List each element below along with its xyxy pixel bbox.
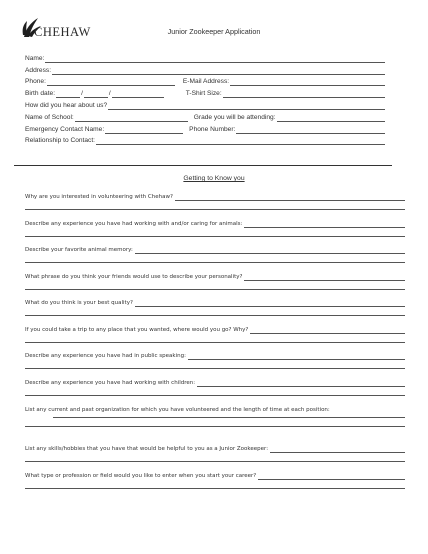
section-divider	[14, 165, 392, 166]
question-text: What type or profession or field would you like to enter when you start your career?	[25, 473, 257, 479]
question-item	[25, 352, 405, 369]
tshirt-size-label: T-Shirt Size:	[185, 90, 222, 98]
name-row	[25, 51, 385, 63]
hear-about-label: How did you hear about us?	[25, 101, 108, 109]
emergency-contact-label: Emergency Contact Name:	[25, 125, 105, 133]
address-field[interactable]	[52, 68, 385, 75]
question-item	[25, 445, 405, 462]
emergency-contact-field[interactable]	[105, 127, 183, 134]
birth-day-field[interactable]	[84, 91, 108, 98]
relationship-field[interactable]	[96, 138, 385, 145]
name-label: Name:	[25, 54, 45, 62]
question-text: List any skills/hobbies that you have that would be helpful to you as a Junior Zookeeper:	[25, 446, 269, 452]
question-item	[25, 246, 405, 263]
answer-line[interactable]	[25, 453, 405, 462]
emergency-row	[25, 122, 385, 134]
answer-field[interactable]	[188, 354, 405, 360]
question-item	[25, 379, 405, 396]
answer-field[interactable]	[250, 328, 405, 334]
answer-field[interactable]	[270, 447, 405, 453]
logo-text: CHEHAW	[34, 25, 91, 39]
question-text: If you could take a trip to any place that you wanted, where would you go? Why?	[25, 327, 249, 333]
grade-label: Grade you will be attending:	[193, 113, 276, 121]
answer-field[interactable]	[197, 381, 405, 387]
applicant-info-form	[25, 51, 385, 145]
section-title: Getting to Know you	[183, 175, 245, 182]
answer-line[interactable]	[25, 334, 405, 343]
date-separator: /	[108, 90, 111, 98]
question-text: Describe any experience you have had working with children:	[25, 380, 196, 386]
phone-number-field[interactable]	[236, 127, 385, 134]
birth-date-label: Birth date:	[25, 90, 56, 98]
question-item	[25, 472, 405, 489]
answer-field[interactable]	[258, 474, 405, 480]
phone-field[interactable]	[47, 79, 175, 86]
answer-line[interactable]	[25, 387, 405, 396]
phone-email-row	[25, 75, 385, 87]
question-item	[25, 299, 405, 316]
answer-field[interactable]	[175, 195, 405, 201]
grade-field[interactable]	[277, 115, 386, 122]
address-row	[25, 63, 385, 75]
answer-line[interactable]	[25, 281, 405, 290]
email-field[interactable]	[230, 79, 385, 86]
page-title: Junior Zookeeper Application	[167, 27, 261, 36]
question-item	[25, 326, 405, 343]
question-text: What do you think is your best quality?	[25, 300, 133, 306]
name-field[interactable]	[45, 56, 385, 63]
answer-line[interactable]	[25, 228, 405, 237]
birthdate-tshirt-row	[25, 86, 385, 98]
phone-label: Phone:	[25, 78, 46, 86]
answer-line[interactable]	[25, 418, 405, 427]
answer-field[interactable]	[135, 301, 405, 307]
answer-line[interactable]	[25, 360, 405, 369]
birth-year-field[interactable]	[112, 91, 164, 98]
question-text: Why are you interested in volunteering with Chehaw?	[25, 194, 173, 200]
school-field[interactable]	[75, 115, 188, 122]
question-text: List any current and past organization for which you have volunteered and the length of time at each position:	[25, 407, 330, 413]
hear-about-field[interactable]	[108, 103, 385, 110]
answer-line[interactable]	[25, 254, 405, 263]
question-item	[25, 273, 405, 290]
email-label: E-Mail Address:	[182, 78, 230, 86]
school-label: Name of School:	[25, 113, 74, 121]
answer-line[interactable]	[25, 307, 405, 316]
answer-field[interactable]	[244, 275, 405, 281]
question-item	[25, 220, 405, 237]
birth-month-field[interactable]	[56, 91, 80, 98]
answer-line[interactable]	[25, 480, 405, 489]
answer-line[interactable]	[25, 201, 405, 210]
hear-row	[25, 98, 385, 110]
question-item	[25, 407, 405, 427]
answer-field[interactable]	[135, 248, 405, 254]
question-text: Describe your favorite animal memory:	[25, 247, 133, 253]
question-item	[25, 193, 405, 210]
tshirt-size-field[interactable]	[223, 91, 385, 98]
question-text: Describe any experience you have had in public speaking:	[25, 353, 186, 359]
answer-field[interactable]	[244, 222, 405, 228]
question-text: What phrase do you think your friends would use to describe your personality?	[25, 274, 243, 280]
date-separator: /	[81, 90, 83, 98]
relationship-row	[25, 134, 385, 146]
question-text: Describe any experience you have had working with and/or caring for animals:	[25, 221, 243, 227]
school-grade-row	[25, 110, 385, 122]
address-label: Address:	[25, 66, 52, 74]
relationship-label: Relationship to Contact:	[25, 137, 96, 145]
phone-number-label: Phone Number:	[189, 125, 236, 133]
